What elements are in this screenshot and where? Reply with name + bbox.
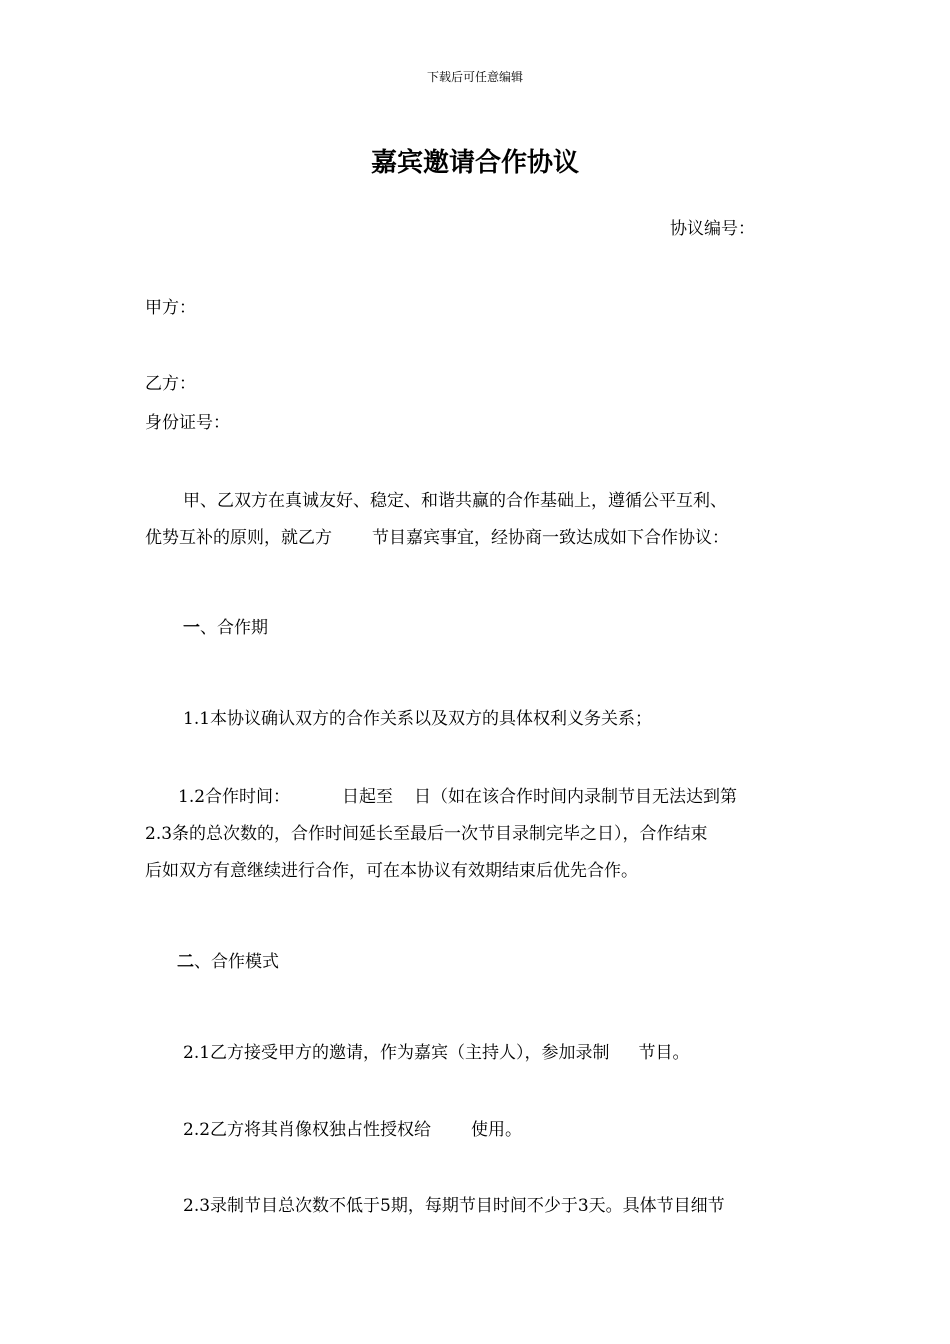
clause-1-2-line-3: 后如双方有意继续进行合作，可在本协议有效期结束后优先合作。 <box>145 861 638 881</box>
section-2-number: 二 <box>177 952 194 972</box>
clause-2-2-part-1: 2.2乙方将其肖像权独占性授权给 <box>183 1120 432 1140</box>
section-2-heading <box>177 950 279 974</box>
clause-1-2-part-1: 1.2合作时间： <box>178 787 291 807</box>
clause-2-1 <box>183 1041 690 1065</box>
clause-2-2 <box>183 1118 522 1142</box>
section-1-number: 一 <box>183 618 200 638</box>
clause-2-3: 2.3录制节目总次数不低于5期，每期节目时间不少于3天。具体节目细节 <box>183 1196 725 1216</box>
id-number-label: 身份证号： <box>145 413 230 433</box>
intro-line-2-part-1: 优势互补的原则，就乙方 <box>145 528 332 548</box>
clause-1-1: 1.1本协议确认双方的合作关系以及双方的具体权利义务关系； <box>183 709 653 729</box>
clause-1-2-part-3: 日（如在该合作时间内录制节目无法达到第 <box>414 787 738 807</box>
intro-paragraph-line-2 <box>145 526 729 550</box>
party-a-label: 甲方： <box>145 298 196 318</box>
clause-1-2-line-2: 2.3条的总次数的，合作时间延长至最后一次节目录制完毕之日），合作结束 <box>145 824 708 844</box>
clause-1-2-part-2: 日起至 <box>342 787 394 807</box>
intro-paragraph-line-1: 甲、乙双方在真诚友好、稳定、和谐共赢的合作基础上，遵循公平互利、 <box>183 491 727 511</box>
section-1-title: 、合作期 <box>200 618 268 638</box>
clause-1-2-line-1 <box>178 785 737 809</box>
clause-2-1-part-2: 节目。 <box>638 1043 690 1063</box>
clause-2-2-part-2: 使用。 <box>471 1120 523 1140</box>
section-2-title: 、合作模式 <box>194 952 279 972</box>
intro-line-2-part-2: 节目嘉宾事宜，经协商一致达成如下合作协议： <box>372 528 729 548</box>
document-title: 嘉宾邀请合作协议 <box>370 148 579 178</box>
agreement-number-label: 协议编号： <box>670 219 755 239</box>
party-b-label: 乙方： <box>145 374 196 394</box>
section-1-heading <box>183 616 268 640</box>
clause-2-1-part-1: 2.1乙方接受甲方的邀请，作为嘉宾（主持人），参加录制 <box>183 1043 610 1063</box>
header-note: 下载后可任意编辑 <box>426 70 523 84</box>
